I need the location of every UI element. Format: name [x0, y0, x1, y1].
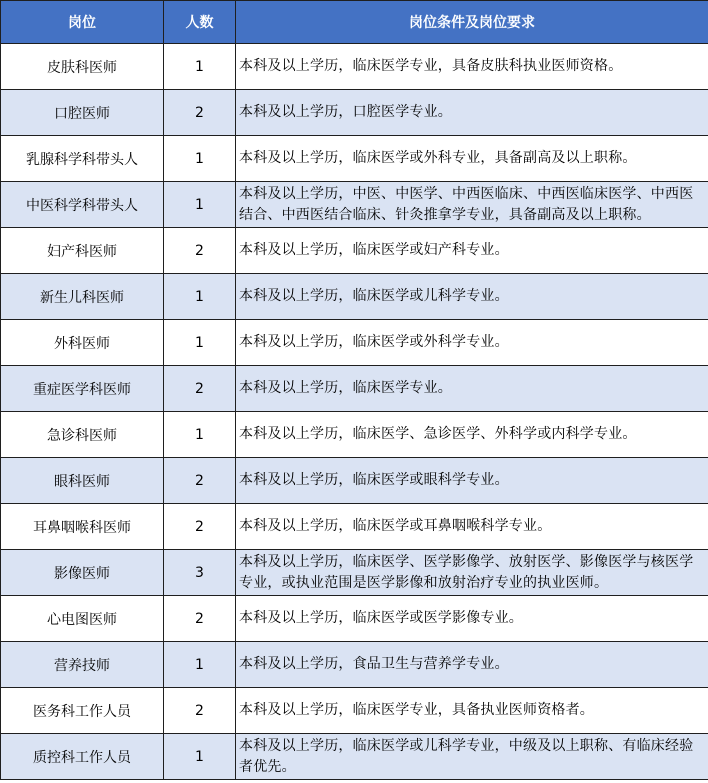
- position-cell: 妇产科医师: [1, 228, 164, 274]
- count-cell: 1: [164, 320, 236, 366]
- table-row: [1, 642, 708, 688]
- requirement-cell: 本科及以上学历，临床医学或眼科学专业。: [236, 458, 708, 504]
- table-row: [1, 596, 708, 642]
- requirement-cell: 本科及以上学历，临床医学专业，具备执业医师资格者。: [236, 688, 708, 734]
- count-cell: 1: [164, 642, 236, 688]
- table-row: [1, 182, 708, 228]
- count-cell: 2: [164, 596, 236, 642]
- requirement-cell: 本科及以上学历，临床医学专业。: [236, 366, 708, 412]
- requirement-cell: 本科及以上学历，临床医学或耳鼻咽喉科学专业。: [236, 504, 708, 550]
- position-cell: 乳腺科学科带头人: [1, 136, 164, 182]
- position-cell: 心电图医师: [1, 596, 164, 642]
- count-cell: 2: [164, 458, 236, 504]
- position-cell: 重症医学科医师: [1, 366, 164, 412]
- requirement-cell: 本科及以上学历，临床医学或儿科学专业，中级及以上职称、有临床经验者优先。: [236, 734, 708, 780]
- header-position: 岗位: [1, 1, 164, 44]
- table-row: [1, 320, 708, 366]
- requirement-cell: 本科及以上学历，中医、中医学、中西医临床、中西医临床医学、中西医结合、中西医结合临床、针灸推拿学专业，具备副高及以上职称。: [236, 182, 708, 228]
- table-row: [1, 688, 708, 734]
- table-row: [1, 412, 708, 458]
- count-cell: 1: [164, 734, 236, 780]
- requirement-cell: 本科及以上学历，临床医学或外科专业，具备副高及以上职称。: [236, 136, 708, 182]
- position-cell: 新生儿科医师: [1, 274, 164, 320]
- position-cell: 营养技师: [1, 642, 164, 688]
- position-cell: 耳鼻咽喉科医师: [1, 504, 164, 550]
- requirement-cell: 本科及以上学历，临床医学专业，具备皮肤科执业医师资格。: [236, 44, 708, 90]
- table-row: [1, 734, 708, 780]
- header-requirement: 岗位条件及岗位要求: [236, 1, 708, 44]
- header-count: 人数: [164, 1, 236, 44]
- position-cell: 急诊科医师: [1, 412, 164, 458]
- table-row: [1, 90, 708, 136]
- count-cell: 1: [164, 44, 236, 90]
- count-cell: 2: [164, 90, 236, 136]
- count-cell: 2: [164, 504, 236, 550]
- requirement-cell: 本科及以上学历，临床医学或医学影像专业。: [236, 596, 708, 642]
- table-row: [1, 44, 708, 90]
- position-cell: 外科医师: [1, 320, 164, 366]
- count-cell: 2: [164, 228, 236, 274]
- table-row: [1, 550, 708, 596]
- position-cell: 质控科工作人员: [1, 734, 164, 780]
- position-cell: 中医科学科带头人: [1, 182, 164, 228]
- count-cell: 2: [164, 366, 236, 412]
- count-cell: 2: [164, 688, 236, 734]
- table-row: [1, 228, 708, 274]
- table-row: [1, 366, 708, 412]
- position-cell: 影像医师: [1, 550, 164, 596]
- header-row: [1, 1, 708, 44]
- requirement-cell: 本科及以上学历，临床医学、急诊医学、外科学或内科学专业。: [236, 412, 708, 458]
- table-row: [1, 504, 708, 550]
- requirement-cell: 本科及以上学历，口腔医学专业。: [236, 90, 708, 136]
- position-cell: 医务科工作人员: [1, 688, 164, 734]
- requirement-cell: 本科及以上学历，食品卫生与营养学专业。: [236, 642, 708, 688]
- position-cell: 口腔医师: [1, 90, 164, 136]
- table-row: [1, 274, 708, 320]
- requirement-cell: 本科及以上学历，临床医学、医学影像学、放射医学、影像医学与核医学专业，或执业范围是医学影像和放射治疗专业的执业医师。: [236, 550, 708, 596]
- position-cell: 皮肤科医师: [1, 44, 164, 90]
- count-cell: 1: [164, 182, 236, 228]
- count-cell: 1: [164, 136, 236, 182]
- table-row: [1, 458, 708, 504]
- count-cell: 3: [164, 550, 236, 596]
- requirement-cell: 本科及以上学历，临床医学或外科学专业。: [236, 320, 708, 366]
- count-cell: 1: [164, 412, 236, 458]
- count-cell: 1: [164, 274, 236, 320]
- requirement-cell: 本科及以上学历，临床医学或妇产科专业。: [236, 228, 708, 274]
- position-cell: 眼科医师: [1, 458, 164, 504]
- requirement-cell: 本科及以上学历，临床医学或儿科学专业。: [236, 274, 708, 320]
- table-row: [1, 136, 708, 182]
